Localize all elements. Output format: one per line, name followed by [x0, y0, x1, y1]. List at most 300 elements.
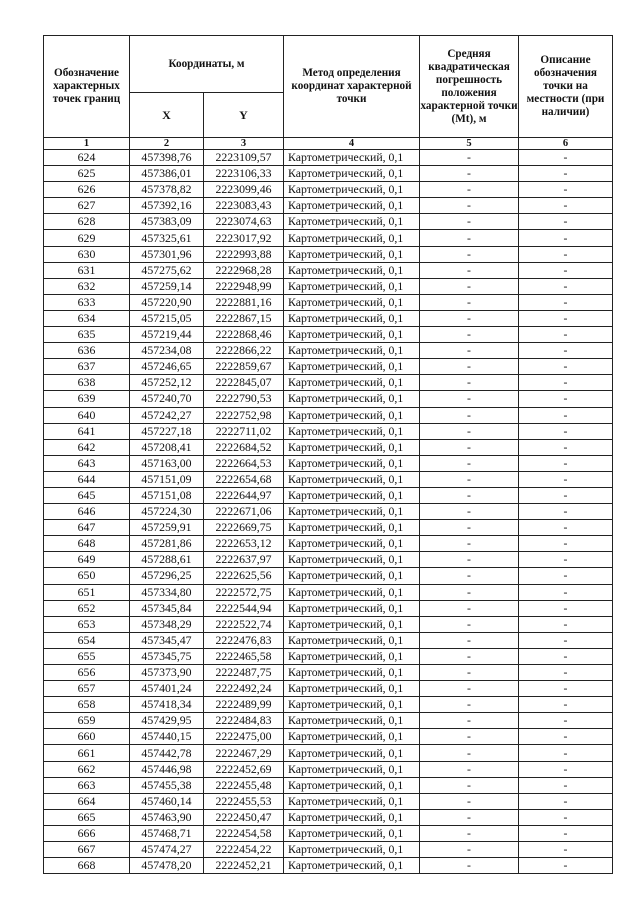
y-coordinate-cell: 2222664,53	[204, 455, 284, 471]
y-coordinate-cell: 2222467,29	[204, 745, 284, 761]
point-id-cell: 647	[44, 520, 130, 536]
description-cell: -	[519, 262, 613, 278]
table-row	[44, 487, 613, 503]
y-coordinate-cell: 2222644,97	[204, 487, 284, 503]
error-cell: -	[420, 842, 519, 858]
description-cell: -	[519, 278, 613, 294]
y-coordinate-cell: 2222455,53	[204, 793, 284, 809]
y-coordinate-cell: 2222572,75	[204, 584, 284, 600]
description-cell: -	[519, 793, 613, 809]
point-id-cell: 629	[44, 230, 130, 246]
method-cell: Картометрический, 0,1	[284, 536, 420, 552]
point-id-cell: 657	[44, 681, 130, 697]
x-coordinate-cell: 457334,80	[130, 584, 204, 600]
error-cell: -	[420, 681, 519, 697]
method-cell: Картометрический, 0,1	[284, 761, 420, 777]
error-cell: -	[420, 697, 519, 713]
y-coordinate-cell: 2222637,97	[204, 552, 284, 568]
point-id-cell: 658	[44, 697, 130, 713]
x-coordinate-cell: 457208,41	[130, 439, 204, 455]
x-coordinate-cell: 457401,24	[130, 681, 204, 697]
table-row	[44, 825, 613, 841]
description-cell: -	[519, 584, 613, 600]
point-id-cell: 668	[44, 858, 130, 874]
point-id-cell: 634	[44, 310, 130, 326]
method-cell: Картометрический, 0,1	[284, 858, 420, 874]
table-row	[44, 471, 613, 487]
description-cell: -	[519, 343, 613, 359]
point-id-cell: 662	[44, 761, 130, 777]
header-x: X	[130, 93, 204, 138]
error-cell: -	[420, 423, 519, 439]
description-cell: -	[519, 520, 613, 536]
column-number: 6	[519, 138, 613, 150]
description-cell: -	[519, 150, 613, 166]
table-row	[44, 166, 613, 182]
method-cell: Картометрический, 0,1	[284, 648, 420, 664]
method-cell: Картометрический, 0,1	[284, 166, 420, 182]
error-cell: -	[420, 600, 519, 616]
column-number: 4	[284, 138, 420, 150]
header-mean-square-error: Средняя квадратическая погрешность положения характерной точки (Mt), м	[420, 36, 519, 138]
error-cell: -	[420, 552, 519, 568]
method-cell: Картометрический, 0,1	[284, 214, 420, 230]
y-coordinate-cell: 2222452,69	[204, 761, 284, 777]
description-cell: -	[519, 777, 613, 793]
point-id-cell: 631	[44, 262, 130, 278]
x-coordinate-cell: 457275,62	[130, 262, 204, 278]
method-cell: Картометрический, 0,1	[284, 552, 420, 568]
x-coordinate-cell: 457227,18	[130, 423, 204, 439]
error-cell: -	[420, 230, 519, 246]
error-cell: -	[420, 648, 519, 664]
method-cell: Картометрический, 0,1	[284, 246, 420, 262]
error-cell: -	[420, 246, 519, 262]
description-cell: -	[519, 198, 613, 214]
method-cell: Картометрический, 0,1	[284, 310, 420, 326]
table-row	[44, 407, 613, 423]
table-row	[44, 343, 613, 359]
column-number: 2	[130, 138, 204, 150]
description-cell: -	[519, 616, 613, 632]
point-id-cell: 666	[44, 825, 130, 841]
table-row	[44, 214, 613, 230]
error-cell: -	[420, 375, 519, 391]
method-cell: Картометрический, 0,1	[284, 745, 420, 761]
y-coordinate-cell: 2222654,68	[204, 471, 284, 487]
y-coordinate-cell: 2222544,94	[204, 600, 284, 616]
error-cell: -	[420, 214, 519, 230]
y-coordinate-cell: 2222489,99	[204, 697, 284, 713]
y-coordinate-cell: 2222522,74	[204, 616, 284, 632]
description-cell: -	[519, 246, 613, 262]
table-row	[44, 858, 613, 874]
error-cell: -	[420, 455, 519, 471]
method-cell: Картометрический, 0,1	[284, 455, 420, 471]
table-row	[44, 294, 613, 310]
point-id-cell: 667	[44, 842, 130, 858]
description-cell: -	[519, 729, 613, 745]
point-id-cell: 659	[44, 713, 130, 729]
point-id-cell: 665	[44, 809, 130, 825]
x-coordinate-cell: 457151,09	[130, 471, 204, 487]
description-cell: -	[519, 439, 613, 455]
table-row	[44, 745, 613, 761]
y-coordinate-cell: 2223017,92	[204, 230, 284, 246]
method-cell: Картометрический, 0,1	[284, 568, 420, 584]
method-cell: Картометрический, 0,1	[284, 230, 420, 246]
point-id-cell: 628	[44, 214, 130, 230]
column-number: 1	[44, 138, 130, 150]
coordinates-table	[43, 35, 613, 874]
coordinates-document	[43, 35, 612, 874]
description-cell: -	[519, 407, 613, 423]
method-cell: Картометрический, 0,1	[284, 520, 420, 536]
x-coordinate-cell: 457242,27	[130, 407, 204, 423]
y-coordinate-cell: 2222711,02	[204, 423, 284, 439]
description-cell: -	[519, 230, 613, 246]
point-id-cell: 637	[44, 359, 130, 375]
y-coordinate-cell: 2222475,00	[204, 729, 284, 745]
method-cell: Картометрический, 0,1	[284, 294, 420, 310]
column-number: 3	[204, 138, 284, 150]
description-cell: -	[519, 423, 613, 439]
y-coordinate-cell: 2222859,67	[204, 359, 284, 375]
x-coordinate-cell: 457219,44	[130, 327, 204, 343]
table-row	[44, 504, 613, 520]
table-row	[44, 584, 613, 600]
x-coordinate-cell: 457215,05	[130, 310, 204, 326]
method-cell: Картометрический, 0,1	[284, 471, 420, 487]
description-cell: -	[519, 375, 613, 391]
error-cell: -	[420, 310, 519, 326]
point-id-cell: 632	[44, 278, 130, 294]
y-coordinate-cell: 2222790,53	[204, 391, 284, 407]
description-cell: -	[519, 182, 613, 198]
method-cell: Картометрический, 0,1	[284, 681, 420, 697]
point-id-cell: 654	[44, 632, 130, 648]
y-coordinate-cell: 2222653,12	[204, 536, 284, 552]
method-cell: Картометрический, 0,1	[284, 713, 420, 729]
point-id-cell: 644	[44, 471, 130, 487]
table-row	[44, 793, 613, 809]
y-coordinate-cell: 2222669,75	[204, 520, 284, 536]
column-number: 5	[420, 138, 519, 150]
y-coordinate-cell: 2222452,21	[204, 858, 284, 874]
method-cell: Картометрический, 0,1	[284, 182, 420, 198]
point-id-cell: 664	[44, 793, 130, 809]
description-cell: -	[519, 552, 613, 568]
x-coordinate-cell: 457392,16	[130, 198, 204, 214]
error-cell: -	[420, 359, 519, 375]
x-coordinate-cell: 457234,08	[130, 343, 204, 359]
x-coordinate-cell: 457259,91	[130, 520, 204, 536]
point-id-cell: 638	[44, 375, 130, 391]
x-coordinate-cell: 457398,76	[130, 150, 204, 166]
y-coordinate-cell: 2222671,06	[204, 504, 284, 520]
method-cell: Картометрический, 0,1	[284, 697, 420, 713]
x-coordinate-cell: 457240,70	[130, 391, 204, 407]
y-coordinate-cell: 2223099,46	[204, 182, 284, 198]
method-cell: Картометрический, 0,1	[284, 665, 420, 681]
point-id-cell: 650	[44, 568, 130, 584]
error-cell: -	[420, 584, 519, 600]
point-id-cell: 626	[44, 182, 130, 198]
method-cell: Картометрический, 0,1	[284, 423, 420, 439]
table-row	[44, 278, 613, 294]
error-cell: -	[420, 391, 519, 407]
error-cell: -	[420, 809, 519, 825]
table-row	[44, 310, 613, 326]
y-coordinate-cell: 2222993,88	[204, 246, 284, 262]
description-cell: -	[519, 455, 613, 471]
error-cell: -	[420, 471, 519, 487]
method-cell: Картометрический, 0,1	[284, 616, 420, 632]
header-y: Y	[204, 93, 284, 138]
error-cell: -	[420, 504, 519, 520]
header-point-designation: Обозначение характерных точек границ	[44, 36, 130, 138]
y-coordinate-cell: 2223074,63	[204, 214, 284, 230]
method-cell: Картометрический, 0,1	[284, 278, 420, 294]
point-id-cell: 646	[44, 504, 130, 520]
error-cell: -	[420, 327, 519, 343]
method-cell: Картометрический, 0,1	[284, 584, 420, 600]
table-row	[44, 697, 613, 713]
table-row	[44, 359, 613, 375]
description-cell: -	[519, 713, 613, 729]
table-row	[44, 391, 613, 407]
x-coordinate-cell: 457455,38	[130, 777, 204, 793]
description-cell: -	[519, 294, 613, 310]
point-id-cell: 651	[44, 584, 130, 600]
method-cell: Картометрический, 0,1	[284, 391, 420, 407]
point-id-cell: 648	[44, 536, 130, 552]
x-coordinate-cell: 457474,27	[130, 842, 204, 858]
point-id-cell: 660	[44, 729, 130, 745]
description-cell: -	[519, 745, 613, 761]
method-cell: Картометрический, 0,1	[284, 439, 420, 455]
method-cell: Картометрический, 0,1	[284, 777, 420, 793]
method-cell: Картометрический, 0,1	[284, 150, 420, 166]
description-cell: -	[519, 632, 613, 648]
error-cell: -	[420, 166, 519, 182]
y-coordinate-cell: 2222868,46	[204, 327, 284, 343]
error-cell: -	[420, 439, 519, 455]
description-cell: -	[519, 568, 613, 584]
description-cell: -	[519, 166, 613, 182]
table-row	[44, 230, 613, 246]
point-id-cell: 655	[44, 648, 130, 664]
table-row	[44, 568, 613, 584]
table-row	[44, 842, 613, 858]
x-coordinate-cell: 457163,00	[130, 455, 204, 471]
point-id-cell: 636	[44, 343, 130, 359]
x-coordinate-cell: 457345,84	[130, 600, 204, 616]
y-coordinate-cell: 2222845,07	[204, 375, 284, 391]
x-coordinate-cell: 457325,61	[130, 230, 204, 246]
description-cell: -	[519, 809, 613, 825]
y-coordinate-cell: 2222454,22	[204, 842, 284, 858]
table-body	[44, 150, 613, 874]
method-cell: Картометрический, 0,1	[284, 327, 420, 343]
point-id-cell: 625	[44, 166, 130, 182]
table-row	[44, 809, 613, 825]
table-row	[44, 777, 613, 793]
table-row	[44, 761, 613, 777]
y-coordinate-cell: 2222948,99	[204, 278, 284, 294]
point-id-cell: 661	[44, 745, 130, 761]
table-row	[44, 552, 613, 568]
error-cell: -	[420, 520, 519, 536]
table-row	[44, 439, 613, 455]
y-coordinate-cell: 2223083,43	[204, 198, 284, 214]
x-coordinate-cell: 457224,30	[130, 504, 204, 520]
method-cell: Картометрический, 0,1	[284, 825, 420, 841]
point-id-cell: 633	[44, 294, 130, 310]
y-coordinate-cell: 2222484,83	[204, 713, 284, 729]
x-coordinate-cell: 457296,25	[130, 568, 204, 584]
table-row	[44, 520, 613, 536]
x-coordinate-cell: 457301,96	[130, 246, 204, 262]
point-id-cell: 641	[44, 423, 130, 439]
description-cell: -	[519, 214, 613, 230]
description-cell: -	[519, 536, 613, 552]
description-cell: -	[519, 648, 613, 664]
point-id-cell: 652	[44, 600, 130, 616]
x-coordinate-cell: 457460,14	[130, 793, 204, 809]
table-row	[44, 375, 613, 391]
error-cell: -	[420, 713, 519, 729]
error-cell: -	[420, 632, 519, 648]
table-row	[44, 648, 613, 664]
method-cell: Картометрический, 0,1	[284, 504, 420, 520]
method-cell: Картометрический, 0,1	[284, 809, 420, 825]
error-cell: -	[420, 487, 519, 503]
error-cell: -	[420, 825, 519, 841]
y-coordinate-cell: 2222450,47	[204, 809, 284, 825]
x-coordinate-cell: 457440,15	[130, 729, 204, 745]
error-cell: -	[420, 616, 519, 632]
x-coordinate-cell: 457478,20	[130, 858, 204, 874]
method-cell: Картометрический, 0,1	[284, 375, 420, 391]
point-id-cell: 649	[44, 552, 130, 568]
table-row	[44, 198, 613, 214]
header-coordinates: Координаты, м	[130, 36, 284, 93]
x-coordinate-cell: 457345,75	[130, 648, 204, 664]
description-cell: -	[519, 697, 613, 713]
description-cell: -	[519, 858, 613, 874]
y-coordinate-cell: 2222454,58	[204, 825, 284, 841]
method-cell: Картометрический, 0,1	[284, 407, 420, 423]
y-coordinate-cell: 2222465,58	[204, 648, 284, 664]
error-cell: -	[420, 343, 519, 359]
table-row	[44, 665, 613, 681]
description-cell: -	[519, 665, 613, 681]
y-coordinate-cell: 2222968,28	[204, 262, 284, 278]
method-cell: Картометрический, 0,1	[284, 487, 420, 503]
y-coordinate-cell: 2222752,98	[204, 407, 284, 423]
error-cell: -	[420, 777, 519, 793]
y-coordinate-cell: 2222625,56	[204, 568, 284, 584]
x-coordinate-cell: 457446,98	[130, 761, 204, 777]
point-id-cell: 643	[44, 455, 130, 471]
x-coordinate-cell: 457373,90	[130, 665, 204, 681]
description-cell: -	[519, 487, 613, 503]
table-row	[44, 455, 613, 471]
y-coordinate-cell: 2222492,24	[204, 681, 284, 697]
description-cell: -	[519, 310, 613, 326]
point-id-cell: 653	[44, 616, 130, 632]
method-cell: Картометрический, 0,1	[284, 359, 420, 375]
error-cell: -	[420, 294, 519, 310]
x-coordinate-cell: 457429,95	[130, 713, 204, 729]
description-cell: -	[519, 471, 613, 487]
method-cell: Картометрический, 0,1	[284, 632, 420, 648]
point-id-cell: 656	[44, 665, 130, 681]
x-coordinate-cell: 457348,29	[130, 616, 204, 632]
method-cell: Картометрический, 0,1	[284, 262, 420, 278]
table-row	[44, 423, 613, 439]
error-cell: -	[420, 278, 519, 294]
error-cell: -	[420, 761, 519, 777]
method-cell: Картометрический, 0,1	[284, 842, 420, 858]
x-coordinate-cell: 457288,61	[130, 552, 204, 568]
x-coordinate-cell: 457220,90	[130, 294, 204, 310]
table-row	[44, 616, 613, 632]
table-row	[44, 150, 613, 166]
x-coordinate-cell: 457468,71	[130, 825, 204, 841]
table-row	[44, 681, 613, 697]
point-id-cell: 642	[44, 439, 130, 455]
description-cell: -	[519, 825, 613, 841]
x-coordinate-cell: 457252,12	[130, 375, 204, 391]
method-cell: Картометрический, 0,1	[284, 729, 420, 745]
error-cell: -	[420, 858, 519, 874]
table-row	[44, 713, 613, 729]
table-row	[44, 536, 613, 552]
error-cell: -	[420, 407, 519, 423]
error-cell: -	[420, 745, 519, 761]
y-coordinate-cell: 2222881,16	[204, 294, 284, 310]
description-cell: -	[519, 681, 613, 697]
description-cell: -	[519, 504, 613, 520]
description-cell: -	[519, 391, 613, 407]
table-row	[44, 182, 613, 198]
description-cell: -	[519, 359, 613, 375]
error-cell: -	[420, 150, 519, 166]
x-coordinate-cell: 457463,90	[130, 809, 204, 825]
point-id-cell: 663	[44, 777, 130, 793]
error-cell: -	[420, 182, 519, 198]
x-coordinate-cell: 457442,78	[130, 745, 204, 761]
y-coordinate-cell: 2222476,83	[204, 632, 284, 648]
description-cell: -	[519, 842, 613, 858]
y-coordinate-cell: 2222487,75	[204, 665, 284, 681]
table-row	[44, 600, 613, 616]
point-id-cell: 630	[44, 246, 130, 262]
x-coordinate-cell: 457383,09	[130, 214, 204, 230]
y-coordinate-cell: 2222455,48	[204, 777, 284, 793]
error-cell: -	[420, 536, 519, 552]
description-cell: -	[519, 600, 613, 616]
table-row	[44, 262, 613, 278]
x-coordinate-cell: 457151,08	[130, 487, 204, 503]
description-cell: -	[519, 761, 613, 777]
x-coordinate-cell: 457386,01	[130, 166, 204, 182]
x-coordinate-cell: 457281,86	[130, 536, 204, 552]
x-coordinate-cell: 457259,14	[130, 278, 204, 294]
point-id-cell: 645	[44, 487, 130, 503]
